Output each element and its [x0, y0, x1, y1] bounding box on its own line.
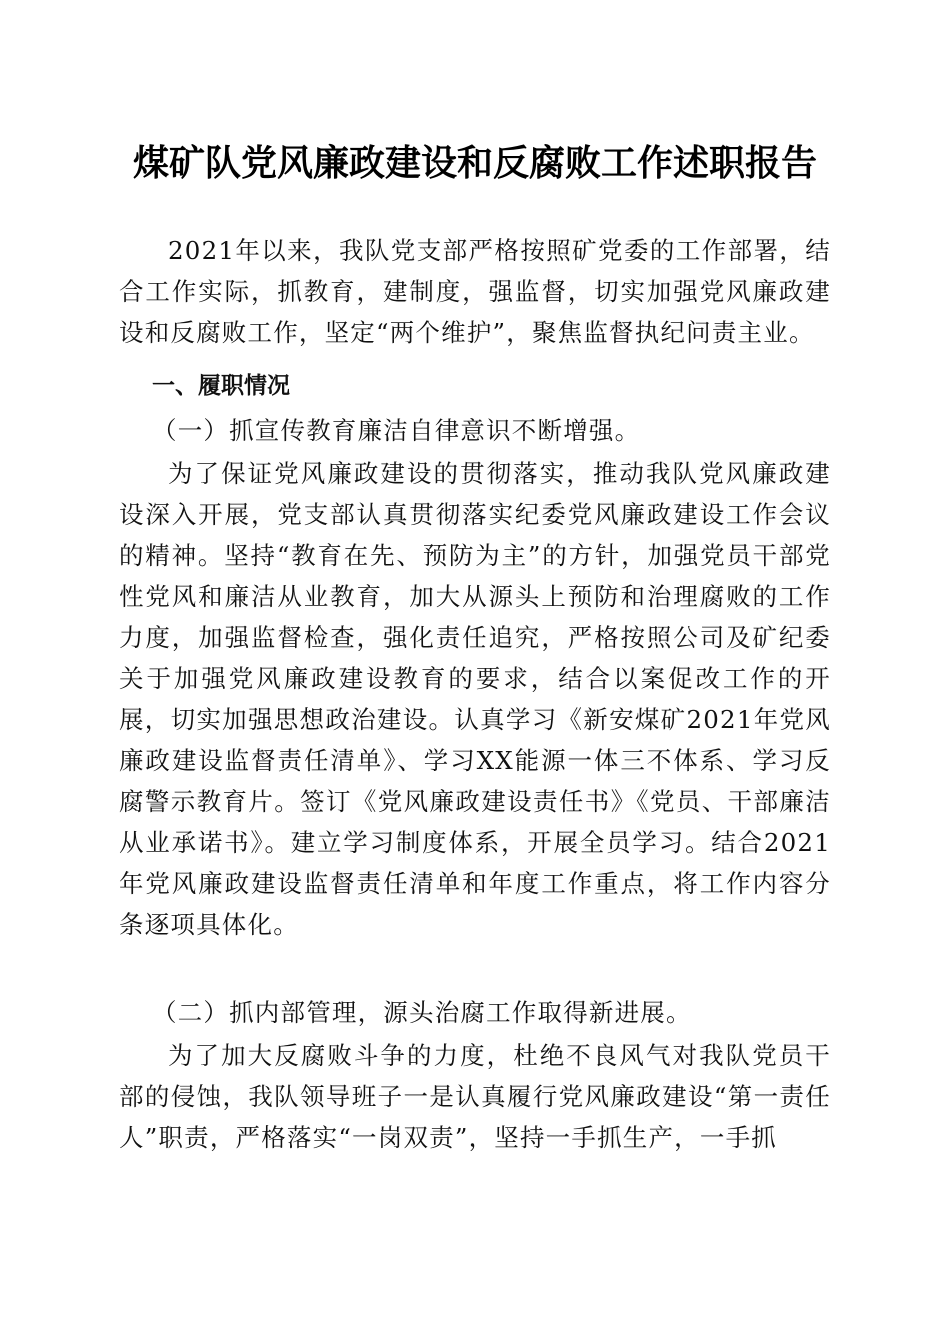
- education-paragraph: 为了保证党风廉政建设的贯彻落实，推动我队党风廉政建设深入开展，党支部认真贯彻落实纪委党风廉政建设工作会议的精神。坚持“教育在先、预防为主”的方针，加强党员干部党性党风和廉洁从业教育，加大从源头上预防和治理腐败的工作力度，加强监督检查，强化责任追究，严格按照公司及矿纪委关于加强党风廉政建设教育的要求，结合以案促改工作的开展，切实加强思想政治建设。认真学习《新安煤矿2021年党风廉政建设监督责任清单》、学习XX能源一体三不体系、学习反腐警示教育片。签订《党风廉政建设责任书》《党员、干部廉洁从业承诺书》。建立学习制度体系，开展全员学习。结合2021年党风廉政建设监督责任清单和年度工作重点，将工作内容分条逐项具体化。: [119, 459, 831, 939]
- document-title: 煤矿队党风廉政建设和反腐败工作述职报告: [132, 143, 817, 184]
- subsection-heading-education: （一）抓宣传教育廉洁自律意识不断增强。: [152, 416, 641, 445]
- subsection-heading-management: （二）抓内部管理，源头治腐工作取得新进展。: [152, 998, 692, 1027]
- management-paragraph: 为了加大反腐败斗争的力度，杜绝不良风气对我队党员干部的侵蚀，我队领导班子一是认真履行党风廉政建设“第一责任人”职责，严格落实“一岗双责”，坚持一手抓生产，一手抓: [119, 1041, 831, 1152]
- intro-paragraph: 2021年以来，我队党支部严格按照矿党委的工作部署，结合工作实际，抓教育，建制度，强监督，切实加强党风廉政建设和反腐败工作，坚定“两个维护”，聚焦监督执纪问责主业。: [119, 236, 831, 347]
- section-heading-performance: 一、履职情况: [152, 373, 290, 399]
